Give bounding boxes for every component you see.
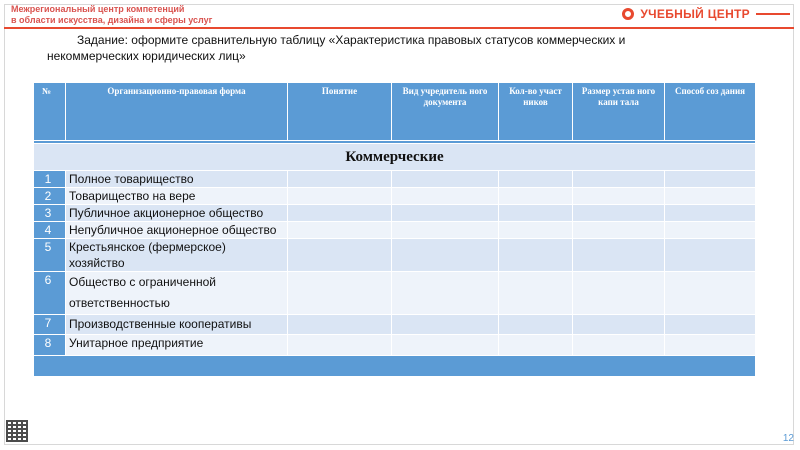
table-cell bbox=[573, 335, 665, 356]
section-row bbox=[34, 144, 756, 171]
header-divider bbox=[4, 27, 794, 29]
table-cell bbox=[392, 222, 499, 239]
table-row bbox=[34, 188, 756, 205]
table-cell bbox=[665, 188, 756, 205]
row-number: 8 bbox=[34, 335, 66, 356]
task-line-2: некоммерческих юридических лиц» bbox=[47, 49, 246, 63]
table-cell bbox=[392, 315, 499, 335]
row-number: 7 bbox=[34, 315, 66, 335]
table-cell bbox=[573, 315, 665, 335]
training-center-logo bbox=[622, 7, 790, 21]
table-cell bbox=[288, 171, 392, 188]
table-cell bbox=[573, 205, 665, 222]
table-cell bbox=[665, 171, 756, 188]
table-cell bbox=[499, 205, 573, 222]
header-creation-method: Способ соз дания bbox=[665, 83, 756, 141]
table-cell bbox=[288, 222, 392, 239]
task-text bbox=[47, 32, 747, 64]
table-cell bbox=[573, 188, 665, 205]
table-cell bbox=[665, 205, 756, 222]
row-number: 2 bbox=[34, 188, 66, 205]
table-cell bbox=[288, 315, 392, 335]
page-number: 12 bbox=[782, 433, 794, 444]
table-cell bbox=[288, 239, 392, 272]
table-cell bbox=[288, 188, 392, 205]
row-legal-form: Публичное акционерное общество bbox=[66, 205, 288, 222]
header-founding-document: Вид учредитель ного документа bbox=[392, 83, 499, 141]
header-concept: Понятие bbox=[288, 83, 392, 141]
organization-line-1: Межрегиональный центр компетенций bbox=[11, 4, 185, 14]
table-cell bbox=[392, 205, 499, 222]
comparison-table bbox=[33, 82, 756, 377]
header-number: № bbox=[34, 83, 66, 141]
logo-text: УЧЕБНЫЙ ЦЕНТР bbox=[640, 7, 750, 21]
table-cell bbox=[392, 171, 499, 188]
qr-code-icon bbox=[6, 420, 28, 442]
table-cell bbox=[499, 188, 573, 205]
table-cell bbox=[499, 222, 573, 239]
table-cell bbox=[499, 171, 573, 188]
row-legal-form: Товарищество на вере bbox=[66, 188, 288, 205]
row-number: 3 bbox=[34, 205, 66, 222]
task-line-1: Задание: оформите сравнительную таблицу «Характеристика правовых статусов коммерческих и bbox=[77, 33, 626, 47]
logo-ring-icon bbox=[622, 8, 634, 20]
table-row bbox=[34, 205, 756, 222]
table-cell bbox=[665, 222, 756, 239]
row-number: 1 bbox=[34, 171, 66, 188]
table-row bbox=[34, 272, 756, 315]
header-capital-size: Размер устав ного капи тала bbox=[573, 83, 665, 141]
table-cell bbox=[499, 272, 573, 315]
row-legal-form: Крестьянское (фермерское) хозяйство bbox=[66, 239, 288, 272]
table-cell bbox=[573, 272, 665, 315]
logo-badge bbox=[756, 13, 790, 15]
table-footer-row bbox=[34, 356, 756, 377]
row-legal-form: Полное товарищество bbox=[66, 171, 288, 188]
table-cell bbox=[573, 222, 665, 239]
table-row bbox=[34, 222, 756, 239]
row-legal-form: Общество с ограниченной ответственностью bbox=[66, 272, 288, 315]
row-legal-form: Непубличное акционерное общество bbox=[66, 222, 288, 239]
table-header-row bbox=[34, 83, 756, 141]
table-cell bbox=[288, 205, 392, 222]
table-cell bbox=[665, 272, 756, 315]
table-cell bbox=[573, 171, 665, 188]
header-legal-form: Организационно-правовая форма bbox=[66, 83, 288, 141]
table-row bbox=[34, 315, 756, 335]
table-row bbox=[34, 239, 756, 272]
section-title: Коммерческие bbox=[34, 144, 756, 171]
table-cell bbox=[392, 335, 499, 356]
table-cell bbox=[665, 335, 756, 356]
organization-name bbox=[11, 4, 212, 26]
table-cell bbox=[499, 239, 573, 272]
table-cell bbox=[573, 239, 665, 272]
row-legal-form: Производственные кооперативы bbox=[66, 315, 288, 335]
header-participants-count: Кол-во участ ников bbox=[499, 83, 573, 141]
table-cell bbox=[288, 335, 392, 356]
table-cell bbox=[288, 272, 392, 315]
organization-line-2: в области искусства, дизайна и сферы услуг bbox=[11, 15, 213, 25]
table-row bbox=[34, 171, 756, 188]
row-number: 6 bbox=[34, 272, 66, 315]
table-cell bbox=[499, 315, 573, 335]
row-number: 4 bbox=[34, 222, 66, 239]
table-cell bbox=[392, 188, 499, 205]
row-number: 5 bbox=[34, 239, 66, 272]
table-cell bbox=[392, 239, 499, 272]
table-cell bbox=[665, 239, 756, 272]
row-legal-form: Унитарное предприятие bbox=[66, 335, 288, 356]
table-cell bbox=[499, 335, 573, 356]
table-cell bbox=[665, 315, 756, 335]
table-row bbox=[34, 335, 756, 356]
table-cell bbox=[392, 272, 499, 315]
